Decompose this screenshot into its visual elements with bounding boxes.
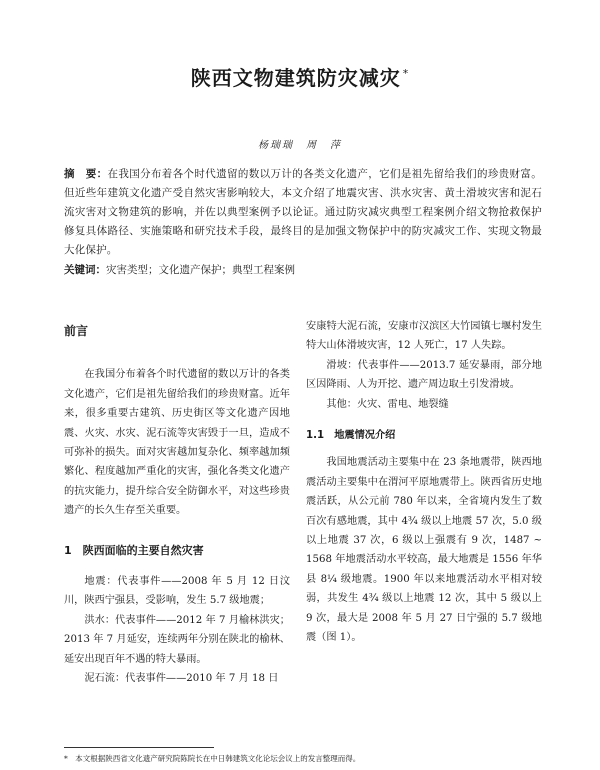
keywords-text: 灾害类型；文化遗产保护；典型工程案例 [106, 264, 295, 276]
footnote-mark: * [64, 754, 68, 763]
keywords-label: 关键词： [64, 264, 106, 276]
keywords [64, 261, 542, 280]
landslide-paragraph: 滑坡：代表事件——2013.7 延安暴雨，部分地区因降雨、人为开挖、遗产周边取土引发滑坡。 [306, 359, 542, 391]
subsection-1-1-heading: 1.1 地震情况介绍 [306, 430, 396, 442]
right-column [306, 317, 542, 648]
footnote [64, 753, 542, 764]
earthquake-paragraph: 地震：代表事件——2008 年 5 月 12 日汶川，陕西宁强县，受影响，发生 5.7 级地震； [64, 576, 290, 607]
authors: 杨瑞瑞 周 萍 [258, 140, 342, 151]
section1-heading: 1 陕西面临的主要自然灾害 [64, 543, 204, 557]
abstract-text: 在我国分布着各个时代遗留的数以万计的各类文化遗产，它们是祖先留给我们的珍贵财富。但近些年建筑文化遗产受自然灾害影响较大，本文介绍了地震灾害、洪水灾害、黄土滑坡灾害和泥石流灾害对文物建筑的影响，并佐以典型案例予以论证。通过防灾减灾典型工程案例介绍文物抢救保护修复具体路径、实施策略和研究技术手段，最终目的是加强文物保护中的防灾减灾工作、实现文物最大化保护。 [64, 168, 542, 256]
footnote-text: 本文根据陕西省文化遗产研究院陈院长在中日韩建筑文化论坛会议上的发言整理而得。 [75, 754, 361, 763]
left-column [64, 322, 290, 689]
abstract-label: 摘 要： [64, 168, 108, 180]
title-footnote-mark: * [402, 67, 410, 81]
abstract [64, 165, 542, 260]
flood-paragraph: 洪水：代表事件——2012 年 7 月榆林洪灾；2013 年 7 月延安，连续两年分别在陕北的榆林、延安出现百年不遇的特大暴雨。 [64, 614, 290, 665]
intro-heading: 前言 [64, 324, 89, 338]
other-hazards-paragraph: 其他：火灾、雷电、地裂缝 [326, 398, 449, 410]
debris-flow-paragraph-start: 泥石流：代表事件——2010 年 7 月 18 日 [84, 673, 279, 685]
footnote-rule [64, 747, 214, 748]
debris-flow-paragraph-cont: 安康特大泥石流，安康市汉滨区大竹园镇七堰村发生特大山体滑坡灾害，12 人死亡，17 人失踪。 [306, 321, 542, 352]
title-text: 陕西文物建筑防灾减灾 [190, 66, 401, 90]
paper-title [0, 62, 600, 91]
earthquake-info-paragraph: 我国地震活动主要集中在 23 条地震带，陕西地震活动主要集中在渭河平原地震带上。陕西省历史地震活跃，从公元前 780 年以来，全省境内发生了数百次有感地震，其中 4¾ 级以上地震 57 次，5.0 级以上地震 37 次，6 级以上强震有 9 次，1487 ~ 1568 年地震活动水平较高，最大地震是 1556 年华县 8¼ 级地震。1900 年以来地震活动水平相对较弱，共发生 4¾ 级以上地震 12 次，其中 5 级以上 9 次，最大是 2008 年 5 月 27 日宁强的 5.7 级地震（图 1）。 [306, 457, 542, 644]
intro-paragraph: 在我国分布着各个时代遗留的数以万计的各类文化遗产，它们是祖先留给我们的珍贵财富。近年来，很多重要古建筑、历史街区等文化遗产因地震、火灾、水灾、泥石流等灾害毁于一旦，造成不可弥补的损失。面对灾害越加复杂化、频率越加频繁化、程度越加严重化的灾害，强化各类文化遗产的抗灾能力，提升综合安全防御水平，对这些珍贵遗产的长久生存至关重要。 [64, 369, 290, 517]
